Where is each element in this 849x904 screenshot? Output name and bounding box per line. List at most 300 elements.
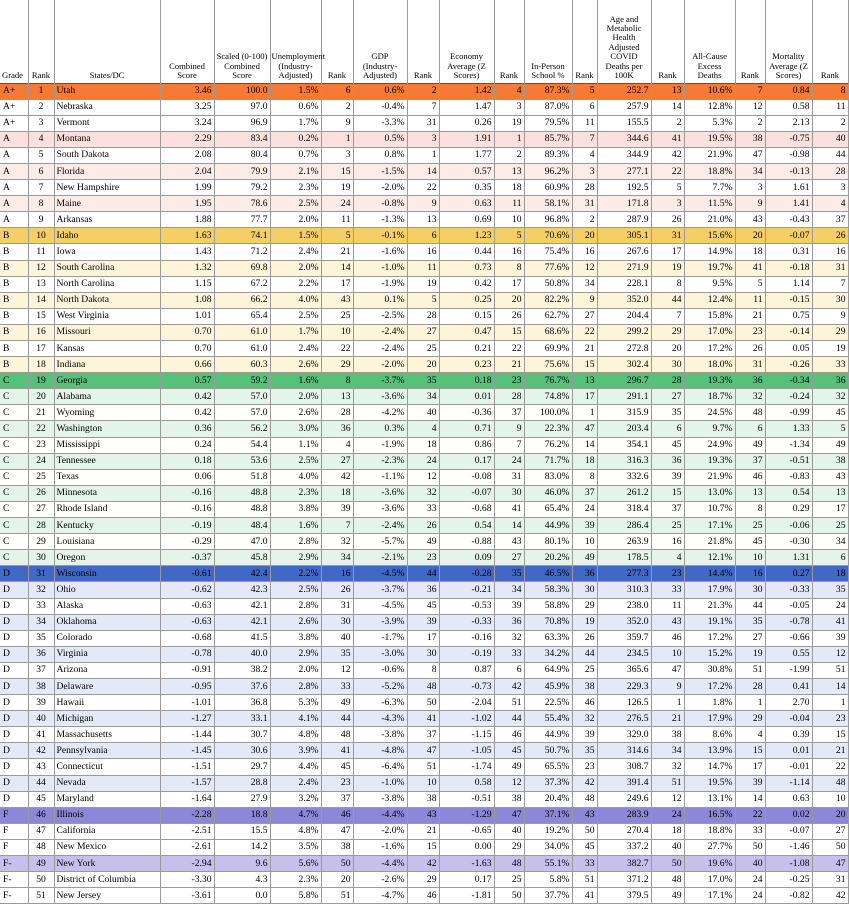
table-cell: C (0, 534, 28, 550)
table-cell: 0.63 (765, 791, 812, 807)
table-cell: 61.0 (214, 341, 270, 357)
table-cell: 42 (321, 469, 353, 485)
table-cell: 26 (407, 518, 439, 534)
table-cell: 31 (494, 469, 524, 485)
table-cell: 229.3 (597, 678, 651, 694)
table-cell: 40 (651, 839, 684, 855)
table-cell: Hawaii (54, 695, 160, 711)
table-cell: 33 (735, 823, 765, 839)
table-cell: 43 (494, 534, 524, 550)
table-cell: 15 (407, 839, 439, 855)
table-cell: 17 (28, 341, 54, 357)
table-cell: 0.70 (160, 324, 214, 340)
table-cell: 1.99 (160, 180, 214, 196)
table-cell: 29 (812, 324, 848, 340)
table-cell: 344.9 (597, 147, 651, 163)
table-cell: 17 (494, 276, 524, 292)
table-cell: Minnesota (54, 485, 160, 501)
table-cell: 79.5% (524, 115, 572, 131)
table-cell: 48.8 (214, 501, 270, 517)
table-cell: 35 (735, 614, 765, 630)
table-cell: 51 (572, 872, 597, 888)
table-cell: 31 (28, 566, 54, 582)
table-cell: Washington (54, 421, 160, 437)
table-cell: 8 (407, 662, 439, 678)
table-cell: -1.6% (353, 839, 407, 855)
table-cell: -6.4% (353, 759, 407, 775)
table-cell: 2.9% (270, 646, 321, 662)
table-cell: 100.0% (524, 405, 572, 421)
table-cell: -0.15 (765, 292, 812, 308)
table-row (0, 678, 848, 694)
table-cell: 32 (494, 630, 524, 646)
table-cell: 17 (735, 759, 765, 775)
table-cell: South Carolina (54, 260, 160, 276)
table-cell: 318.4 (597, 501, 651, 517)
table-cell: Wyoming (54, 405, 160, 421)
table-cell: 24 (735, 872, 765, 888)
table-cell: 17.0% (684, 324, 735, 340)
table-cell: 41 (572, 888, 597, 904)
table-cell: 25 (321, 308, 353, 324)
table-cell: -1.02 (439, 711, 494, 727)
table-cell: 0.01 (765, 743, 812, 759)
table-cell: 23 (28, 437, 54, 453)
table-cell: -1.81 (439, 888, 494, 904)
table-cell: 14 (407, 163, 439, 179)
table-cell: -2.4% (353, 518, 407, 534)
table-cell: -1.1% (353, 469, 407, 485)
table-cell: 51 (28, 888, 54, 904)
table-cell: 15 (28, 308, 54, 324)
table-cell: 19.3% (684, 373, 735, 389)
table-row (0, 308, 848, 324)
table-cell: 11 (651, 598, 684, 614)
table-cell: 11.5% (684, 196, 735, 212)
table-cell: 49 (494, 759, 524, 775)
table-cell: 1.91 (439, 131, 494, 147)
table-cell: 1 (321, 131, 353, 147)
table-cell: 38.2 (214, 662, 270, 678)
table-cell: 263.9 (597, 534, 651, 550)
table-cell: B (0, 341, 28, 357)
table-cell: 41 (812, 614, 848, 630)
table-cell: 46 (321, 807, 353, 823)
table-cell: 238.0 (597, 598, 651, 614)
table-cell: 17.9% (684, 582, 735, 598)
table-cell: Oklahoma (54, 614, 160, 630)
table-cell: 78.6 (214, 196, 270, 212)
table-cell: -4.3% (353, 711, 407, 727)
table-cell: 21.0% (684, 212, 735, 228)
table-cell: 4 (407, 421, 439, 437)
table-cell: 276.5 (597, 711, 651, 727)
table-cell: 65.5% (524, 759, 572, 775)
table-cell: 13 (735, 485, 765, 501)
table-cell: 21 (321, 244, 353, 260)
table-cell: 17 (812, 501, 848, 517)
table-cell: 22 (28, 421, 54, 437)
table-cell: 50 (651, 856, 684, 872)
table-cell: 6 (735, 421, 765, 437)
table-cell: 6 (28, 163, 54, 179)
table-cell: C (0, 453, 28, 469)
table-cell: 14.9% (684, 244, 735, 260)
table-cell: 38 (321, 839, 353, 855)
table-cell: 379.5 (597, 888, 651, 904)
table-cell: F (0, 807, 28, 823)
table-cell: 352.0 (597, 614, 651, 630)
table-cell: 29.7 (214, 759, 270, 775)
table-cell: 36 (321, 421, 353, 437)
table-cell: -2.0% (353, 357, 407, 373)
table-cell: 17 (651, 244, 684, 260)
table-cell: Alabama (54, 389, 160, 405)
table-cell: New Mexico (54, 839, 160, 855)
table-cell: 27.9 (214, 791, 270, 807)
table-row (0, 373, 848, 389)
table-cell: 51 (651, 775, 684, 791)
table-cell: 2.3% (270, 872, 321, 888)
table-cell: 329.0 (597, 727, 651, 743)
table-cell: 12 (651, 791, 684, 807)
table-cell: 80.4 (214, 147, 270, 163)
table-cell: 2.5% (270, 453, 321, 469)
table-row (0, 437, 848, 453)
table-cell: D (0, 791, 28, 807)
table-cell: 41 (651, 131, 684, 147)
table-cell: -2.1% (353, 550, 407, 566)
table-cell: 24 (321, 196, 353, 212)
column-header: Mortality Average (Z Scores) (765, 0, 812, 83)
table-cell: 48 (812, 775, 848, 791)
table-cell: 305.1 (597, 228, 651, 244)
table-cell: -4.5% (353, 566, 407, 582)
table-cell: -0.98 (765, 147, 812, 163)
table-cell: 12 (812, 646, 848, 662)
table-cell: -0.13 (765, 163, 812, 179)
table-cell: 1.5% (270, 83, 321, 99)
table-cell: 14.7% (684, 759, 735, 775)
table-cell: 79.2 (214, 180, 270, 196)
table-cell: 0.87 (439, 662, 494, 678)
table-cell: 25 (28, 469, 54, 485)
table-cell: 32 (321, 534, 353, 550)
table-cell: 29 (321, 357, 353, 373)
table-cell: 32 (28, 582, 54, 598)
table-cell: 24 (812, 598, 848, 614)
table-cell: 47 (651, 662, 684, 678)
table-cell: 58.1% (524, 196, 572, 212)
table-cell: Ohio (54, 582, 160, 598)
table-cell: 0.39 (765, 727, 812, 743)
table-cell: 1.7% (270, 115, 321, 131)
table-cell: -3.8% (353, 791, 407, 807)
table-cell: 22 (651, 163, 684, 179)
table-cell: Indiana (54, 357, 160, 373)
table-cell: 3 (321, 147, 353, 163)
table-cell: 58.3% (524, 582, 572, 598)
table-cell: 24 (572, 501, 597, 517)
table-cell: -0.62 (160, 582, 214, 598)
table-cell: -1.08 (765, 856, 812, 872)
table-cell: 37 (28, 662, 54, 678)
table-cell: 1.77 (439, 147, 494, 163)
table-row (0, 260, 848, 276)
table-cell: 48 (407, 678, 439, 694)
table-cell: 40.0 (214, 646, 270, 662)
table-cell: 249.6 (597, 791, 651, 807)
table-cell: 87.3% (524, 83, 572, 99)
table-cell: 0.18 (439, 373, 494, 389)
table-cell: 11 (28, 244, 54, 260)
table-cell: 126.5 (597, 695, 651, 711)
table-cell: 1.15 (160, 276, 214, 292)
table-cell: 2.8% (270, 598, 321, 614)
table-cell: 28 (321, 405, 353, 421)
table-cell: 291.1 (597, 389, 651, 405)
table-cell: 6 (407, 228, 439, 244)
column-header: Rank (735, 0, 765, 83)
table-cell: -0.88 (439, 534, 494, 550)
table-row (0, 759, 848, 775)
table-cell: 51.8 (214, 469, 270, 485)
table-cell: -4.2% (353, 405, 407, 421)
table-cell: 0.29 (765, 501, 812, 517)
table-cell: 9 (494, 421, 524, 437)
table-cell: C (0, 550, 28, 566)
table-cell: 47 (321, 823, 353, 839)
table-cell: 48 (28, 839, 54, 855)
table-cell: 2.0% (270, 212, 321, 228)
table-cell: A (0, 212, 28, 228)
table-cell: 34 (651, 743, 684, 759)
table-row (0, 421, 848, 437)
table-cell: 26 (28, 485, 54, 501)
table-cell: 5 (812, 421, 848, 437)
table-cell: 6 (812, 550, 848, 566)
table-cell: 39 (572, 518, 597, 534)
table-cell: 23 (651, 566, 684, 582)
table-cell: 33 (651, 582, 684, 598)
table-cell: 14.2 (214, 839, 270, 855)
table-cell: 38 (812, 453, 848, 469)
table-cell: 42.3 (214, 582, 270, 598)
table-cell: North Carolina (54, 276, 160, 292)
table-cell: 3.5% (270, 839, 321, 855)
table-cell: 18 (812, 566, 848, 582)
table-cell: -0.24 (765, 389, 812, 405)
table-cell: 20 (321, 872, 353, 888)
table-cell: 0.0 (214, 888, 270, 904)
table-cell: F (0, 823, 28, 839)
table-cell: 10 (572, 534, 597, 550)
table-cell: 96.8% (524, 212, 572, 228)
table-cell: 11 (494, 196, 524, 212)
table-cell: 53.6 (214, 453, 270, 469)
table-cell: 18 (28, 357, 54, 373)
table-cell: Kansas (54, 341, 160, 357)
table-cell: 0.7% (270, 147, 321, 163)
table-cell: 25 (407, 341, 439, 357)
table-cell: 24 (407, 453, 439, 469)
table-cell: 2.2% (270, 566, 321, 582)
table-cell: 44 (407, 566, 439, 582)
table-cell: 12 (321, 662, 353, 678)
table-cell: -1.14 (765, 775, 812, 791)
table-row (0, 727, 848, 743)
table-cell: 0.02 (765, 807, 812, 823)
table-cell: C (0, 421, 28, 437)
table-cell: 31 (651, 228, 684, 244)
table-row (0, 888, 848, 904)
table-cell: 8 (28, 196, 54, 212)
table-cell: 6 (494, 662, 524, 678)
column-header: Unemployment (Industry-Adjusted) (270, 0, 321, 83)
table-row (0, 550, 848, 566)
table-cell: 8 (494, 260, 524, 276)
table-cell: 70.6% (524, 228, 572, 244)
table-cell: 0.71 (439, 421, 494, 437)
table-cell: -0.16 (439, 630, 494, 646)
table-cell: 47 (735, 147, 765, 163)
table-cell: 23 (572, 759, 597, 775)
table-cell: 9.5% (684, 276, 735, 292)
table-cell: 1.33 (765, 421, 812, 437)
table-cell: 40 (494, 823, 524, 839)
table-cell: 267.6 (597, 244, 651, 260)
table-cell: 9 (735, 196, 765, 212)
table-cell: 19.1% (684, 614, 735, 630)
table-cell: 48 (651, 872, 684, 888)
table-cell: -0.33 (765, 582, 812, 598)
table-cell: 5.3% (270, 695, 321, 711)
table-cell: -2.6% (353, 872, 407, 888)
table-cell: 32 (651, 759, 684, 775)
table-cell: 42 (812, 888, 848, 904)
table-cell: 55.4% (524, 711, 572, 727)
table-cell: -0.25 (765, 872, 812, 888)
table-cell: -0.19 (439, 646, 494, 662)
table-cell: Pennsylvania (54, 743, 160, 759)
table-cell: 45 (812, 405, 848, 421)
table-cell: 27 (407, 324, 439, 340)
table-cell: 46 (494, 727, 524, 743)
table-cell: 315.9 (597, 405, 651, 421)
table-cell: 35 (321, 646, 353, 662)
table-cell: 37.6 (214, 678, 270, 694)
table-cell: Idaho (54, 228, 160, 244)
table-cell: 30.6 (214, 743, 270, 759)
table-cell: A+ (0, 115, 28, 131)
table-cell: 31 (321, 598, 353, 614)
table-cell: 30.7 (214, 727, 270, 743)
table-cell: 3.46 (160, 83, 214, 99)
table-cell: -1.05 (439, 743, 494, 759)
table-cell: 19.6% (684, 856, 735, 872)
table-cell: 2.5% (270, 582, 321, 598)
table-cell: 27 (494, 550, 524, 566)
table-cell: D (0, 727, 28, 743)
table-cell: 17.2% (684, 341, 735, 357)
table-cell: 257.9 (597, 99, 651, 115)
table-cell: D (0, 743, 28, 759)
table-cell: 74.1 (214, 228, 270, 244)
table-cell: C (0, 485, 28, 501)
table-cell: 6 (572, 99, 597, 115)
table-cell: -0.30 (765, 534, 812, 550)
table-cell: 2.4% (270, 244, 321, 260)
table-cell: 302.4 (597, 357, 651, 373)
table-cell: -0.78 (160, 646, 214, 662)
table-cell: 34 (28, 614, 54, 630)
table-cell: 44 (28, 775, 54, 791)
table-cell: 34 (572, 276, 597, 292)
table-cell: 31 (812, 872, 848, 888)
table-row (0, 791, 848, 807)
table-cell: 3 (735, 180, 765, 196)
table-cell: 19.5% (684, 131, 735, 147)
table-cell: 1.63 (160, 228, 214, 244)
table-cell: 308.7 (597, 759, 651, 775)
table-cell: 283.9 (597, 807, 651, 823)
table-cell: 18 (572, 453, 597, 469)
table-cell: -3.6% (353, 485, 407, 501)
table-cell: 18.8% (684, 823, 735, 839)
table-cell: 2 (494, 147, 524, 163)
table-cell: -0.05 (765, 598, 812, 614)
table-cell: F- (0, 888, 28, 904)
table-cell: 0.27 (765, 566, 812, 582)
table-cell: 5.8% (270, 888, 321, 904)
table-row (0, 598, 848, 614)
table-cell: 5 (735, 276, 765, 292)
table-cell: F- (0, 856, 28, 872)
table-cell: 51 (494, 695, 524, 711)
table-cell: 4 (28, 131, 54, 147)
table-cell: D (0, 614, 28, 630)
table-cell: 19 (651, 260, 684, 276)
table-cell: 2.6% (270, 357, 321, 373)
table-cell: 3.2% (270, 791, 321, 807)
table-cell: Maryland (54, 791, 160, 807)
table-cell: 22 (321, 341, 353, 357)
table-row (0, 389, 848, 405)
table-cell: 0.1% (353, 292, 407, 308)
table-cell: 19 (735, 646, 765, 662)
table-cell: 34 (407, 389, 439, 405)
table-row (0, 276, 848, 292)
table-cell: 17.2% (684, 630, 735, 646)
table-cell: 10 (28, 228, 54, 244)
table-cell: 19.2% (524, 823, 572, 839)
table-cell: Connecticut (54, 759, 160, 775)
table-cell: -2.04 (439, 695, 494, 711)
table-cell: 2.70 (765, 695, 812, 711)
table-cell: 32 (572, 711, 597, 727)
table-cell: 13 (651, 83, 684, 99)
table-cell: 38 (735, 131, 765, 147)
table-cell: 23 (812, 711, 848, 727)
table-cell: 1.88 (160, 212, 214, 228)
table-cell: -0.19 (160, 518, 214, 534)
table-cell: 1.61 (765, 180, 812, 196)
table-cell: 45 (28, 791, 54, 807)
table-cell: 49 (28, 856, 54, 872)
table-cell: 1 (651, 695, 684, 711)
table-cell: 10.7% (684, 501, 735, 517)
table-cell: 89.3% (524, 147, 572, 163)
